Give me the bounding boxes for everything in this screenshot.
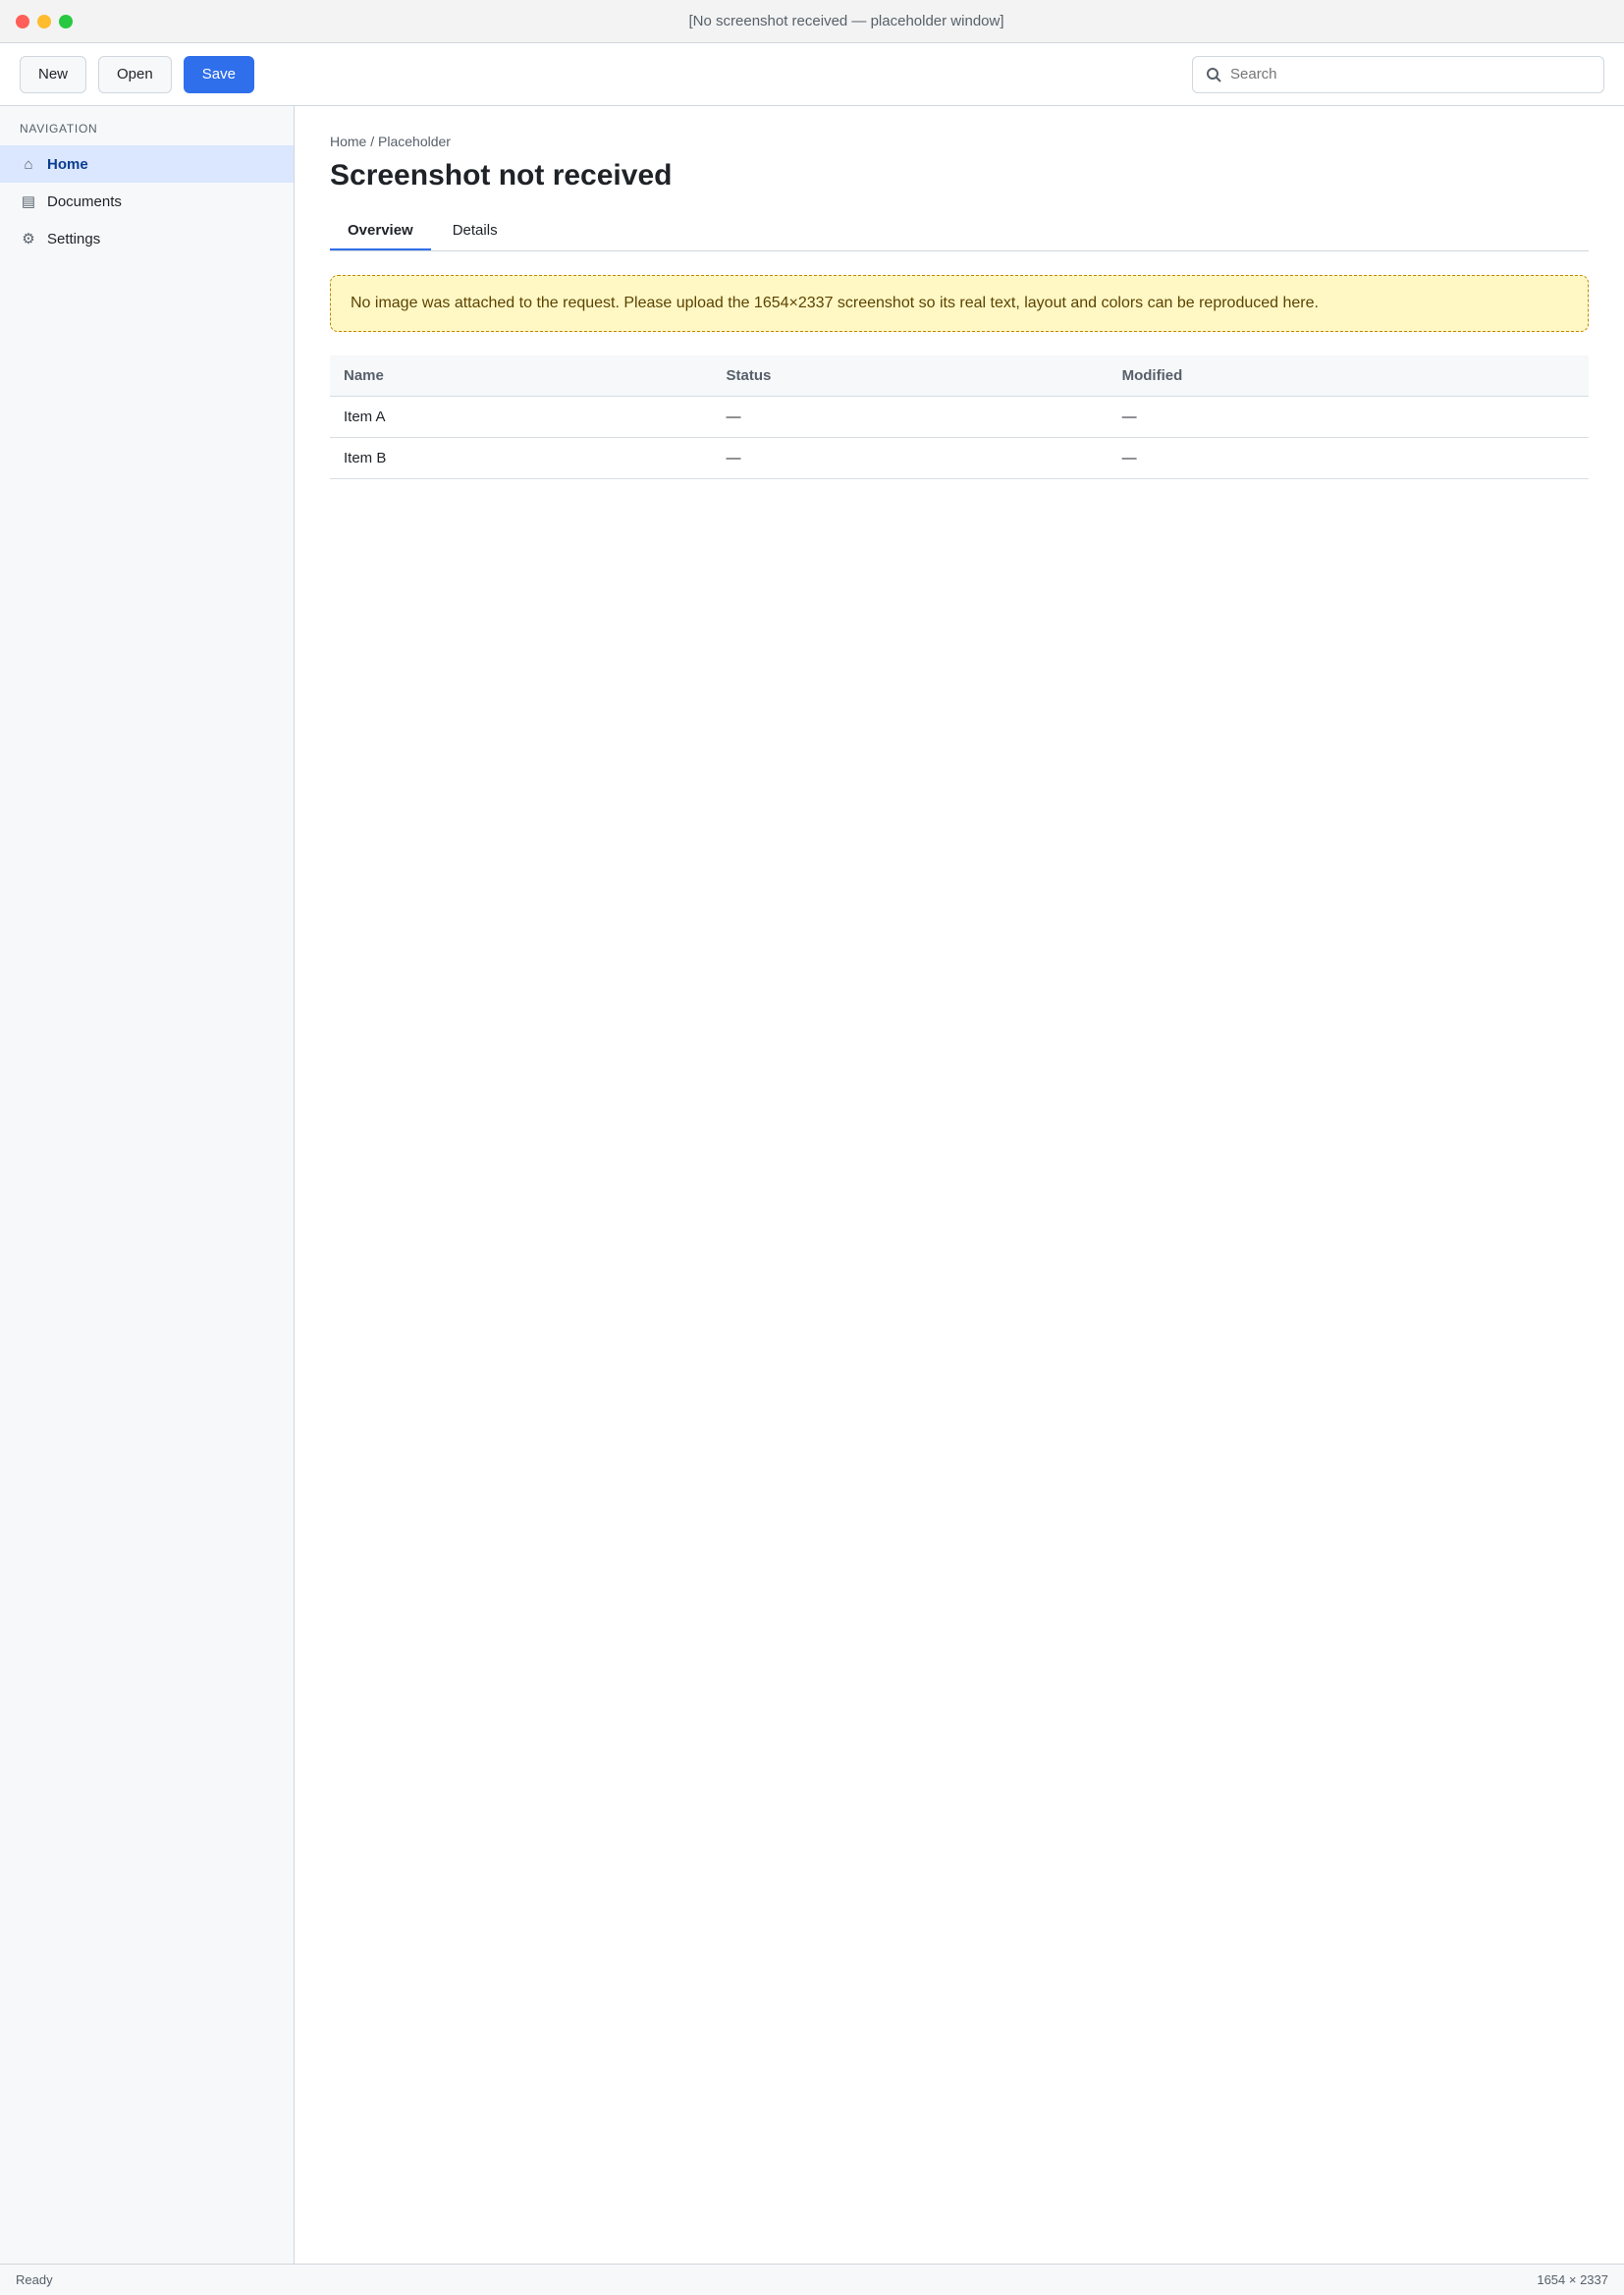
document-icon: ▤ xyxy=(21,193,36,210)
close-window-button[interactable] xyxy=(16,15,29,28)
data-table xyxy=(330,355,1589,479)
sidebar-item-home[interactable] xyxy=(0,145,294,183)
search-input[interactable] xyxy=(1230,66,1592,82)
column-header[interactable]: Name xyxy=(330,355,713,397)
sidebar-item-documents[interactable] xyxy=(0,183,294,220)
sidebar-item-label: Documents xyxy=(47,192,122,210)
title-bar xyxy=(0,0,1624,43)
column-header[interactable]: Status xyxy=(713,355,1109,397)
sidebar xyxy=(0,106,295,2264)
table-cell: — xyxy=(713,397,1109,438)
new-button[interactable]: New xyxy=(20,56,86,93)
main-panel xyxy=(295,106,1624,2264)
sidebar-item-label: Home xyxy=(47,155,88,173)
page-title: Screenshot not received xyxy=(330,159,673,191)
window-title: [No screenshot received — placeholder window] xyxy=(688,13,1004,29)
table-cell: — xyxy=(1109,438,1589,479)
tab-details[interactable]: Details xyxy=(452,222,498,239)
table-cell: Item B xyxy=(330,438,713,479)
status-text: Ready xyxy=(16,2272,53,2287)
breadcrumb: Home / Placeholder xyxy=(330,134,451,149)
dimensions-readout: 1654 × 2337 xyxy=(1537,2272,1608,2287)
tab-bar xyxy=(330,212,1589,251)
missing-image-notice: No image was attached to the request. Please upload the 1654×2337 screenshot so its real text, layout and colors can be reproduced here. xyxy=(330,275,1589,332)
sidebar-item-settings[interactable] xyxy=(0,220,294,257)
save-button[interactable]: Save xyxy=(184,56,254,93)
toolbar xyxy=(0,43,1624,106)
home-icon: ⌂ xyxy=(24,155,33,173)
table-row[interactable] xyxy=(330,397,1589,438)
window-controls xyxy=(16,15,73,28)
sidebar-item-label: Settings xyxy=(47,230,101,247)
gear-icon: ⚙ xyxy=(22,231,35,247)
content-area xyxy=(0,106,1624,2264)
sidebar-heading: NAVIGATION xyxy=(20,122,98,136)
minimize-window-button[interactable] xyxy=(37,15,51,28)
tab-overview[interactable]: Overview xyxy=(330,212,431,250)
table-cell: — xyxy=(713,438,1109,479)
status-bar xyxy=(0,2264,1624,2295)
column-header[interactable]: Modified xyxy=(1109,355,1589,397)
open-button[interactable]: Open xyxy=(98,56,172,93)
table-row[interactable] xyxy=(330,438,1589,479)
table-cell: Item A xyxy=(330,397,713,438)
maximize-window-button[interactable] xyxy=(59,15,73,28)
table-header-row xyxy=(330,355,1589,397)
search-box[interactable] xyxy=(1192,56,1604,93)
search-icon xyxy=(1205,66,1222,83)
table-cell: — xyxy=(1109,397,1589,438)
